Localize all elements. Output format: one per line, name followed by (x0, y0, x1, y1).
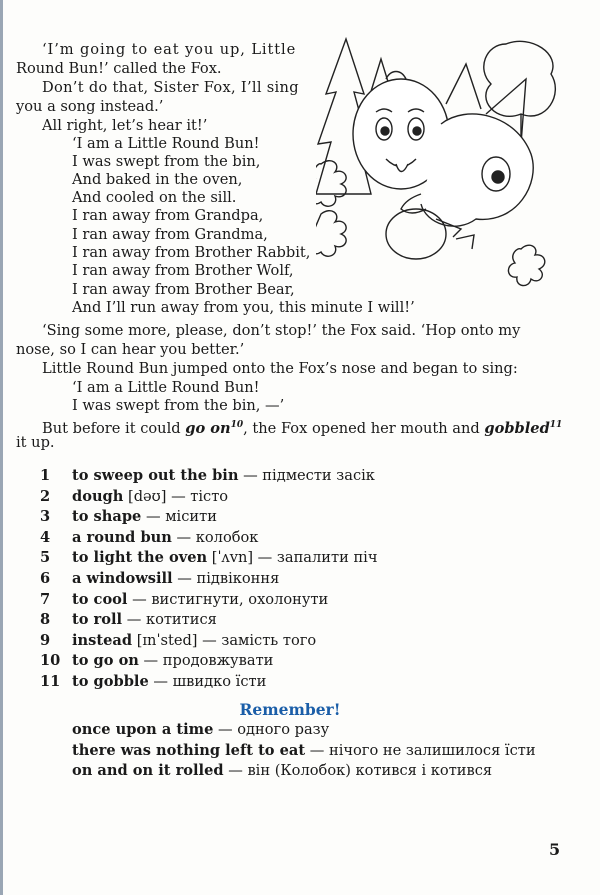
story-line: And cooled on the sill. (72, 189, 237, 206)
story-line: All right, let’s hear it!’ (42, 117, 208, 134)
vocab-entry (72, 611, 217, 628)
vocab-def: — підвіконня (172, 570, 280, 587)
vocab-term: to shape (72, 508, 142, 526)
vocab-def: — котитися (122, 611, 217, 629)
page-number: 5 (549, 840, 561, 859)
vocab-entry (72, 508, 217, 525)
vocab-number: 6 (40, 570, 51, 587)
vocab-entry (72, 632, 316, 649)
vocab-number: 10 (40, 652, 61, 670)
vocab-entry (72, 591, 328, 608)
vocab-def: — підмести засік (238, 467, 375, 484)
remember-term: once upon a time (72, 721, 214, 738)
illustration-bun-and-fox (316, 34, 566, 294)
remember-def: — він (Колобок) котився і котився (223, 762, 493, 780)
text: , the Fox opened her mouth and (243, 419, 485, 437)
vocab-number: 3 (40, 508, 51, 526)
vocab-def: — колобок (171, 528, 259, 546)
story-line: ‘I’m going to eat you up, Little (42, 41, 297, 58)
vocab-term: a windowsill (72, 570, 173, 587)
story-line: ‘I am a Little Round Bun! (72, 379, 260, 396)
vocab-number: 9 (40, 631, 51, 649)
story-line-end: it up. (16, 434, 55, 451)
remember-def: — одного разу (213, 721, 330, 738)
story-line: I ran away from Grandma, (72, 226, 268, 243)
vocab-number: 7 (40, 590, 51, 608)
vocab-entry (72, 652, 273, 669)
story-line: I ran away from Grandpa, (72, 207, 264, 224)
vocab-term: to cool (72, 590, 128, 608)
story-line: Round Bun!’ called the Fox. (16, 60, 222, 77)
vocab-tr: [ˈʌvn] (207, 549, 254, 567)
vocab-term: to sweep out the bin (72, 467, 239, 484)
story-line: And baked in the oven, (72, 171, 243, 188)
vocab-tr: [ɪnˈsted] (132, 631, 198, 649)
vocab-number: 5 (40, 549, 51, 567)
story-line: And I’ll run away from you, this minute I will!’ (72, 299, 415, 316)
story-line: nose, so I can hear you better.’ (16, 341, 245, 358)
story-line-final (42, 416, 562, 438)
vocab-entry (72, 529, 258, 546)
emphasis-gobbled: gobbled (484, 419, 550, 437)
page-edge (0, 0, 3, 895)
vocab-term: a round bun (72, 528, 172, 546)
vocab-number: 8 (40, 611, 51, 629)
vocab-def: — вистигнути, охолонути (127, 590, 329, 608)
story-line: I was swept from the bin, (72, 153, 261, 170)
story-line: ‘Sing some more, please, don’t stop!’ the Fox said. ‘Hop onto my (42, 322, 521, 339)
story-line: I ran away from Brother Rabbit, (72, 244, 311, 261)
remember-entry (72, 721, 329, 738)
remember-entry (72, 742, 536, 759)
vocab-term: to gobble (72, 673, 149, 690)
text: But before it could (42, 419, 186, 437)
footnote-ref: 10 (230, 420, 244, 430)
vocab-def: — замість того (197, 631, 317, 649)
vocab-def: — запалити піч (253, 549, 378, 567)
vocab-number: 4 (40, 528, 51, 546)
footnote-ref: 11 (549, 420, 563, 430)
vocab-number: 1 (40, 467, 51, 484)
vocab-term: to roll (72, 611, 123, 629)
vocab-term: to go on (72, 652, 139, 670)
vocab-entry (72, 467, 375, 484)
remember-term: there was nothing left to eat (72, 741, 306, 759)
story-line: I ran away from Brother Wolf, (72, 262, 294, 279)
vocab-def: — місити (141, 508, 217, 526)
remember-term: on and on it rolled (72, 762, 224, 780)
vocab-entry (72, 488, 228, 505)
story-line: I ran away from Brother Bear, (72, 281, 295, 298)
vocab-number: 2 (40, 487, 51, 505)
remember-heading: Remember! (239, 700, 341, 719)
vocab-def: — продовжувати (138, 652, 274, 670)
story-line: I was swept from the bin, —’ (72, 397, 285, 414)
story-line: you a song instead.’ (16, 98, 164, 115)
vocab-entry (72, 570, 279, 587)
vocab-entry (72, 673, 266, 690)
remember-def: — нічого не залишилося їсти (305, 741, 536, 759)
story-line: Don’t do that, Sister Fox, I’ll sing (42, 79, 299, 96)
vocab-term: to light the oven (72, 549, 208, 567)
vocab-number: 11 (40, 673, 61, 690)
vocab-entry (72, 549, 378, 566)
remember-entry (72, 762, 492, 779)
vocab-def: — тісто (166, 487, 229, 505)
story-line: Little Round Bun jumped onto the Fox’s nose and began to sing: (42, 360, 518, 377)
vocab-tr: [dəʊ] (123, 487, 167, 505)
emphasis-go-on: go on (185, 419, 231, 437)
vocab-def: — швидко їсти (148, 673, 267, 690)
vocab-term: instead (72, 631, 133, 649)
story-line: ‘I am a Little Round Bun! (72, 135, 260, 152)
vocab-term: dough (72, 487, 124, 505)
